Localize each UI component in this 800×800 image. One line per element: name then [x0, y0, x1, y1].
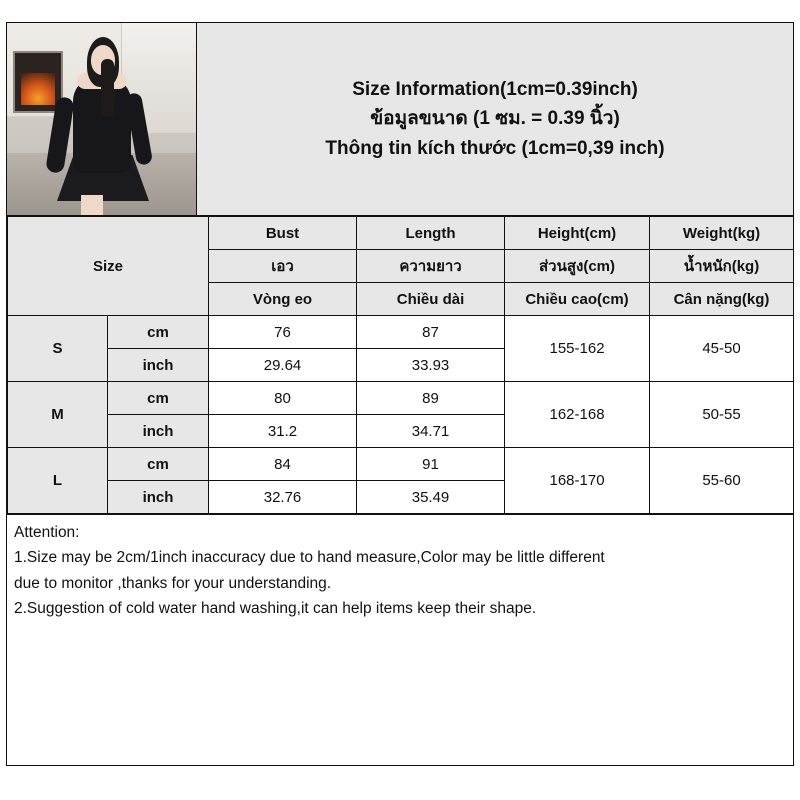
- bust-header-vi: Vòng eo: [209, 283, 357, 316]
- title-line-vi: Thông tin kích thước (1cm=0,39 inch): [325, 137, 665, 159]
- size-chart: [6, 22, 794, 766]
- table-row: [8, 316, 794, 349]
- size-column-header: Size: [8, 217, 209, 316]
- length-cm-s: 87: [357, 316, 505, 349]
- attention-line-2: due to monitor ,thanks for your understanding.: [14, 574, 332, 592]
- length-inch-l: 35.49: [357, 481, 505, 514]
- row-size-s: S: [8, 316, 108, 382]
- length-header-th: ความยาว: [357, 250, 505, 283]
- length-inch-m: 34.71: [357, 415, 505, 448]
- unit-cm-m: cm: [108, 382, 209, 415]
- unit-cm-s: cm: [108, 316, 209, 349]
- weight-l: 55-60: [650, 448, 794, 514]
- unit-inch-l: inch: [108, 481, 209, 514]
- attention-title: Attention:: [14, 524, 80, 541]
- measurements-table: [7, 216, 794, 514]
- bust-cm-s: 76: [209, 316, 357, 349]
- photo-hair-strand: [101, 59, 114, 117]
- length-cm-m: 89: [357, 382, 505, 415]
- bust-cm-l: 84: [209, 448, 357, 481]
- table-row: [8, 448, 794, 481]
- weight-m: 50-55: [650, 382, 794, 448]
- length-header-vi: Chiều dài: [357, 283, 505, 316]
- attention-line-3: 2.Suggestion of cold water hand washing,it can help items keep their shape.: [14, 599, 537, 617]
- weight-s: 45-50: [650, 316, 794, 382]
- height-m: 162-168: [505, 382, 650, 448]
- attention-block: [7, 514, 793, 654]
- bust-header-th: เอว: [209, 250, 357, 283]
- weight-header-en: Weight(kg): [650, 217, 794, 250]
- row-size-m: M: [8, 382, 108, 448]
- length-inch-s: 33.93: [357, 349, 505, 382]
- bust-cm-m: 80: [209, 382, 357, 415]
- chart-title-block: [197, 23, 793, 215]
- bust-inch-m: 31.2: [209, 415, 357, 448]
- weight-header-th: น้ำหนัก(kg): [650, 250, 794, 283]
- length-header-en: Length: [357, 217, 505, 250]
- photo-legs: [81, 195, 103, 215]
- weight-header-vi: Cân nặng(kg): [650, 283, 794, 316]
- table-header-row-en: [8, 217, 794, 250]
- length-cm-l: 91: [357, 448, 505, 481]
- unit-inch-m: inch: [108, 415, 209, 448]
- attention-line-1: 1.Size may be 2cm/1inch inaccuracy due to hand measure,Color may be little different: [14, 549, 605, 567]
- bust-inch-l: 32.76: [209, 481, 357, 514]
- bust-inch-s: 29.64: [209, 349, 357, 382]
- unit-inch-s: inch: [108, 349, 209, 382]
- height-s: 155-162: [505, 316, 650, 382]
- height-header-vi: Chiều cao(cm): [505, 283, 650, 316]
- row-size-l: L: [8, 448, 108, 514]
- title-line-th: ข้อมูลขนาด (1 ซม. = 0.39 นิ้ว): [370, 108, 620, 130]
- product-photo: [7, 23, 197, 215]
- table-row: [8, 382, 794, 415]
- title-line-en: Size Information(1cm=0.39inch): [352, 78, 638, 100]
- bust-header-en: Bust: [209, 217, 357, 250]
- chart-header: [7, 23, 793, 216]
- height-l: 168-170: [505, 448, 650, 514]
- unit-cm-l: cm: [108, 448, 209, 481]
- height-header-en: Height(cm): [505, 217, 650, 250]
- height-header-th: ส่วนสูง(cm): [505, 250, 650, 283]
